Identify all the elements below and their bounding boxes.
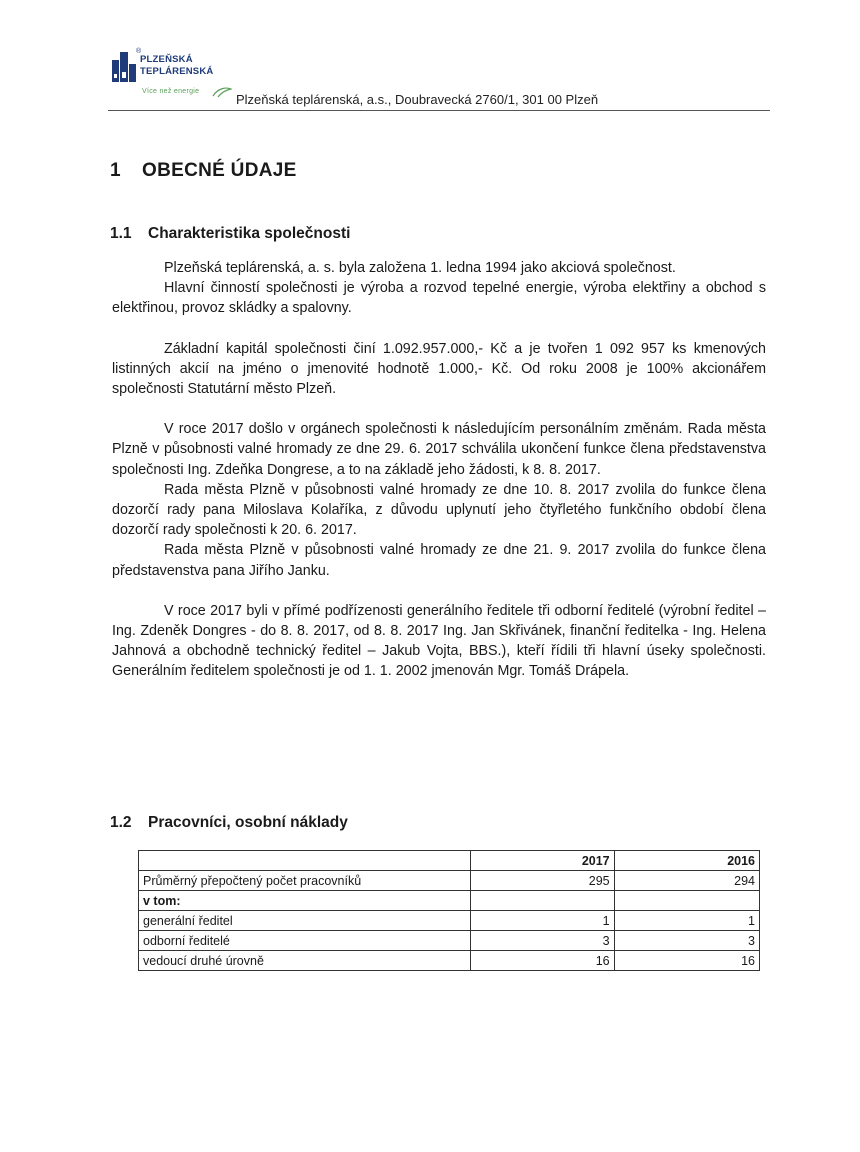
table-header-cell: 2017 (471, 851, 614, 871)
paragraph: V roce 2017 došlo v orgánech společnosti k následujícím personálním změnám. Rada města Plzně v působnosti valné hromady ze dne 29. 6. 2017 schválila ukončení funkce člena představenstva společnosti Ing. Zdeňka Dongrese, a to na základě jeho žádosti, k 8. 8. 2017. (112, 421, 766, 478)
paragraph: Rada města Plzně v působnosti valné hromady ze dne 21. 9. 2017 zvolila do funkce člena představenstva pana Jiřího Janku. (112, 542, 766, 579)
table-row (139, 931, 760, 951)
company-address: Plzeňská teplárenská, a.s., Doubravecká 2760/1, 301 00 Plzeň (236, 92, 599, 107)
table-cell: Průměrný přepočtený počet pracovníků (139, 871, 471, 891)
table-row (139, 871, 760, 891)
table-cell: 16 (614, 951, 759, 971)
table-cell: 3 (614, 931, 759, 951)
logo-mark-icon (112, 52, 136, 82)
table-cell: 295 (471, 871, 614, 891)
paragraph: Plzeňská teplárenská, a. s. byla založena 1. ledna 1994 jako akciová společnost. (164, 260, 676, 276)
staff-table (138, 850, 760, 971)
table-cell (471, 891, 614, 911)
table-cell: 3 (471, 931, 614, 951)
section-1-number: 1 (110, 160, 121, 181)
page-header (108, 44, 770, 114)
section-1-2-heading (110, 814, 348, 832)
header-divider (108, 110, 770, 111)
logo-name-line1: PLZEŇSKÁ (140, 54, 193, 65)
table-cell (614, 891, 759, 911)
section-1-1-number: 1.1 (110, 225, 132, 242)
section-1-2-title: Pracovníci, osobní náklady (148, 814, 348, 831)
paragraph: V roce 2017 byli v přímé podřízenosti generálního ředitele tři odborní ředitelé (výrobní ředitel – Ing. Zdeněk Dongres - do 8. 8. 2017, od 8. 8. 2017 Ing. Jan Skřivánek, finanční ředitelka - Ing. Helena Jahnová a obchodně technický ředitel – Jakub Vojta, BBS.), kteří řídili tři hlavní úseky společnosti. Generálním ředitelem společnosti je od 1. 1. 2002 jmenován Mgr. Tomáš Drápela. (112, 602, 766, 680)
paragraph: Hlavní činností společnosti je výroba a rozvod tepelné energie, výroba elektřiny a obchod s elektřinou, provoz skládky a spalovny. (112, 280, 766, 317)
table-cell: generální ředitel (139, 911, 471, 931)
logo-tagline: Více než energie (142, 88, 200, 95)
table-cell: 1 (471, 911, 614, 931)
table-cell: 16 (471, 951, 614, 971)
table-cell: 1 (614, 911, 759, 931)
paragraph: Základní kapitál společnosti činí 1.092.957.000,- Kč a je tvořen 1 092 957 ks kmenových listinných akcií na jméno o jmenovité hodnotě 1.000,- Kč. Od roku 2008 je 100% akcionářem společnosti Statutární město Plzeň. (112, 340, 766, 398)
section-1-2-number: 1.2 (110, 814, 132, 831)
logo-name-line2: TEPLÁRENSKÁ (140, 66, 214, 77)
table-cell: vedoucí druhé úrovně (139, 951, 471, 971)
leaf-swoosh-icon (212, 86, 232, 98)
section-1-heading (110, 160, 297, 182)
section-1-title: OBECNÉ ÚDAJE (142, 160, 297, 181)
section-1-1-heading (110, 225, 350, 243)
paragraph: Rada města Plzně v působnosti valné hromady ze dne 10. 8. 2017 zvolila do funkce člena dozorčí rady pana Miloslava Kolaříka, z důvodu uplynutí jeho čtyřletého funkčního období člena dozorčí rady společnosti k 20. 6. 2017. (112, 481, 766, 539)
table-header-row (139, 851, 760, 871)
table-row (139, 951, 760, 971)
table-cell: 294 (614, 871, 759, 891)
table-cell: odborní ředitelé (139, 931, 471, 951)
table-cell: v tom: (139, 891, 471, 911)
table-row (139, 911, 760, 931)
table-header-cell (139, 851, 471, 871)
table-row (139, 891, 760, 911)
section-1-1-title: Charakteristika společnosti (148, 225, 351, 242)
section-1-1-body (112, 258, 766, 682)
logo-registered-mark: ® (136, 48, 142, 55)
table-header-cell: 2016 (614, 851, 759, 871)
